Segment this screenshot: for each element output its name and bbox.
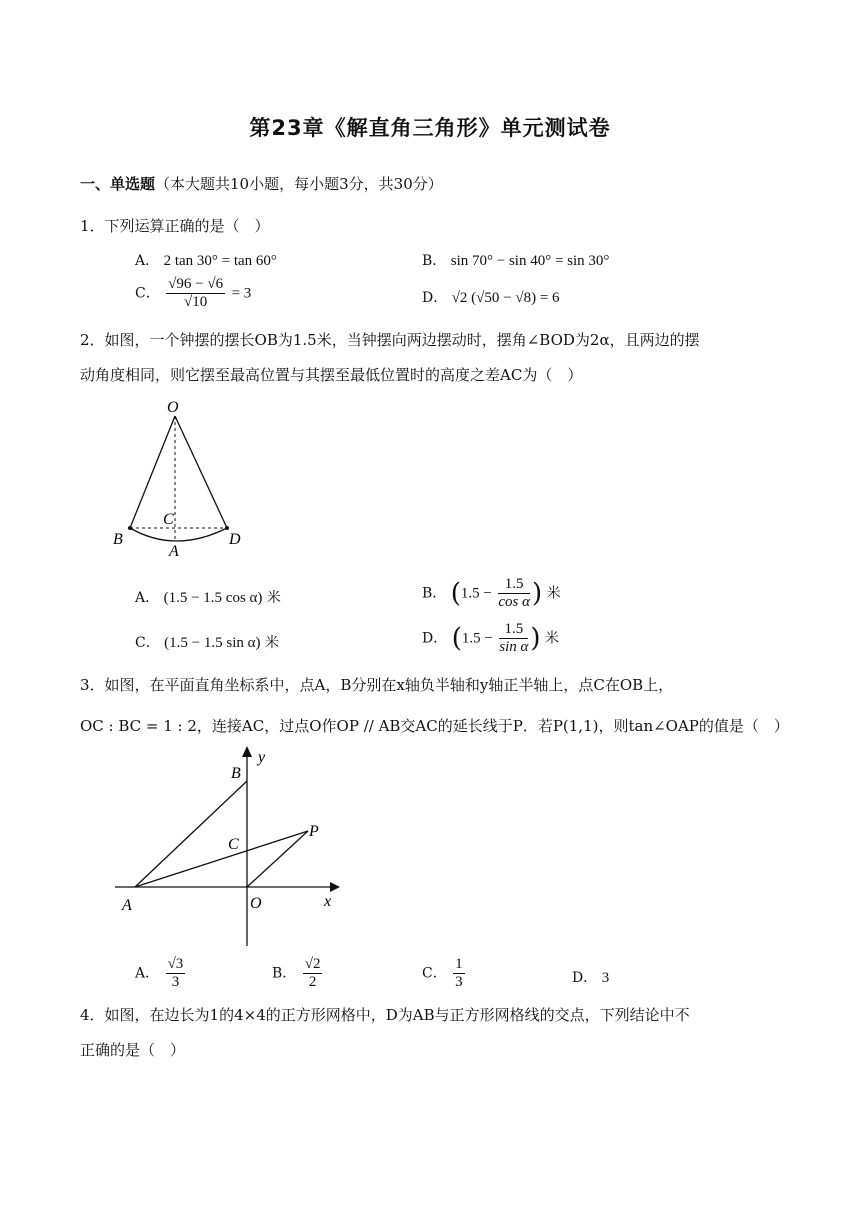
q1-b-expr: sin 70° − sin 40° = sin 30°: [450, 253, 610, 269]
label-a: A: [169, 543, 179, 560]
q2-d-numerator: 1.5: [499, 621, 528, 639]
section-label: 一、单选题: [80, 175, 156, 193]
q3-a-label: A．: [135, 965, 160, 982]
q2-d-unit: 米: [545, 630, 560, 647]
q3-line1: 3．如图，在平面直角坐标系中，点A，B分别在x轴负半轴和y轴正半轴上，点C在OB上，: [80, 676, 674, 694]
q1-a-expr: 2 tan 30° = tan 60°: [163, 253, 277, 269]
segment-op: [247, 831, 308, 887]
q3-a-numerator: √3: [167, 956, 184, 972]
q3-b-fraction: [303, 956, 323, 991]
q2-line2: 动角度相同，则它摆至最高位置与其摆至最低位置时的高度之差AC为（ ）: [80, 366, 583, 384]
line-od: [175, 416, 227, 528]
q2-b-denominator: cos α: [498, 594, 530, 610]
q2-c-label: C．: [135, 635, 160, 651]
q2-option-d: D． (1.5 − $\frac{1.5}{\text{sin α}}$ ) 米: [422, 621, 560, 655]
q2-c-expr: (1.5 − 1.5 sin α): [164, 635, 261, 651]
q2-b-pre: 1.5 −: [460, 585, 492, 602]
q3-b-denominator: 2: [308, 974, 317, 990]
q2-option-b: B． (1.5 − $\frac{1.5}{\text{cos α}}$ ) 米: [422, 576, 561, 610]
coordinate-figure: [110, 742, 350, 952]
label-o: O: [167, 399, 179, 416]
q3-b-label: B．: [272, 965, 297, 982]
q3-a-fraction: [166, 956, 186, 991]
label-o: O: [250, 895, 262, 912]
page-title: 第23章《解直角三角形》单元测试卷: [249, 116, 611, 140]
pendulum-figure: [105, 396, 265, 561]
q1-stem: 1．下列运算正确的是（ ）: [80, 217, 270, 235]
q1-d-label: D．: [422, 290, 448, 306]
q2-d-denominator: sin α: [499, 639, 529, 655]
q3-d-label: D．: [572, 970, 598, 986]
q1-d-expr: √2 (√50 − √8) = 6: [451, 290, 560, 306]
q3-a-denominator: 3: [171, 974, 180, 990]
q3-c-label: C．: [422, 965, 447, 982]
label-c: C: [228, 836, 239, 853]
q1-c-fraction: [166, 276, 225, 311]
q1-c-rhs: = 3: [231, 285, 252, 302]
section-heading: [80, 173, 443, 194]
q2-d-label: D．: [422, 630, 448, 647]
y-axis-arrow: [242, 746, 252, 757]
q2-line1: 2．如图，一个钟摆的摆长OB为1.5米，当钟摆向两边摆动时，摆角∠BOD为2α，且两边的摆: [80, 331, 700, 349]
q3-c-denominator: 3: [455, 974, 463, 990]
q1-b-label: B．: [422, 253, 447, 269]
q1-c-denominator: √10: [184, 294, 208, 310]
q3-option-a: [135, 956, 187, 991]
q4-line2: 正确的是（ ）: [80, 1041, 186, 1059]
q2-a-expr: (1.5 − 1.5 cos α): [163, 590, 263, 606]
q3-d-value: 3: [601, 970, 610, 986]
q1-option-a: [135, 250, 277, 270]
q3-option-d: [572, 967, 609, 987]
q1-option-d: [422, 287, 560, 307]
label-y: y: [258, 749, 266, 766]
q2-d-fraction: [499, 621, 528, 656]
label-b: B: [113, 531, 123, 548]
q1-option-b: [422, 250, 609, 270]
label-b: B: [231, 765, 241, 782]
q3-c-fraction: [453, 956, 465, 991]
point-b: [128, 526, 132, 530]
q2-d-pre: 1.5 −: [461, 630, 493, 647]
label-c: C: [163, 511, 174, 528]
q3-line2: OC : BC = 1 : 2，连接AC，过点O作OP // AB交AC的延长线于P．若P(1,1)，则tan∠OAP的值是（ ）: [80, 717, 789, 735]
q2-b-unit: 米: [546, 585, 561, 602]
label-p: P: [309, 823, 319, 840]
q2-option-c: [135, 632, 279, 652]
q2-option-a: [135, 587, 281, 607]
label-x: x: [324, 893, 332, 910]
q2-c-unit: 米: [264, 635, 279, 651]
q1-a-label: A．: [135, 253, 160, 269]
q3-option-c: [422, 956, 467, 991]
q1-c-label: C．: [135, 285, 160, 302]
section-note: （本大题共10小题，每小题3分，共30分）: [155, 175, 443, 193]
segment-ap: [135, 831, 308, 887]
label-d: D: [229, 531, 241, 548]
x-axis-arrow: [330, 882, 340, 892]
q1-c-numerator: √96 − √6: [168, 276, 224, 292]
label-a: A: [122, 897, 132, 914]
q2-b-fraction: [498, 576, 530, 611]
q3-option-b: [272, 956, 324, 991]
point-d: [225, 526, 229, 530]
q4-line1: 4．如图，在边长为1的4×4的正方形网格中，D为AB与正方形网格线的交点，下列结论中不: [80, 1006, 690, 1024]
arc-bad: [130, 528, 227, 541]
q1-option-c: [135, 276, 251, 311]
q2-b-numerator: 1.5: [498, 576, 530, 594]
q2-a-label: A．: [135, 590, 160, 606]
q2-a-unit: 米: [266, 590, 281, 606]
segment-ab: [135, 781, 247, 887]
q3-c-numerator: 1: [455, 956, 463, 972]
q2-b-label: B．: [422, 585, 447, 602]
q3-b-numerator: √2: [304, 956, 321, 972]
